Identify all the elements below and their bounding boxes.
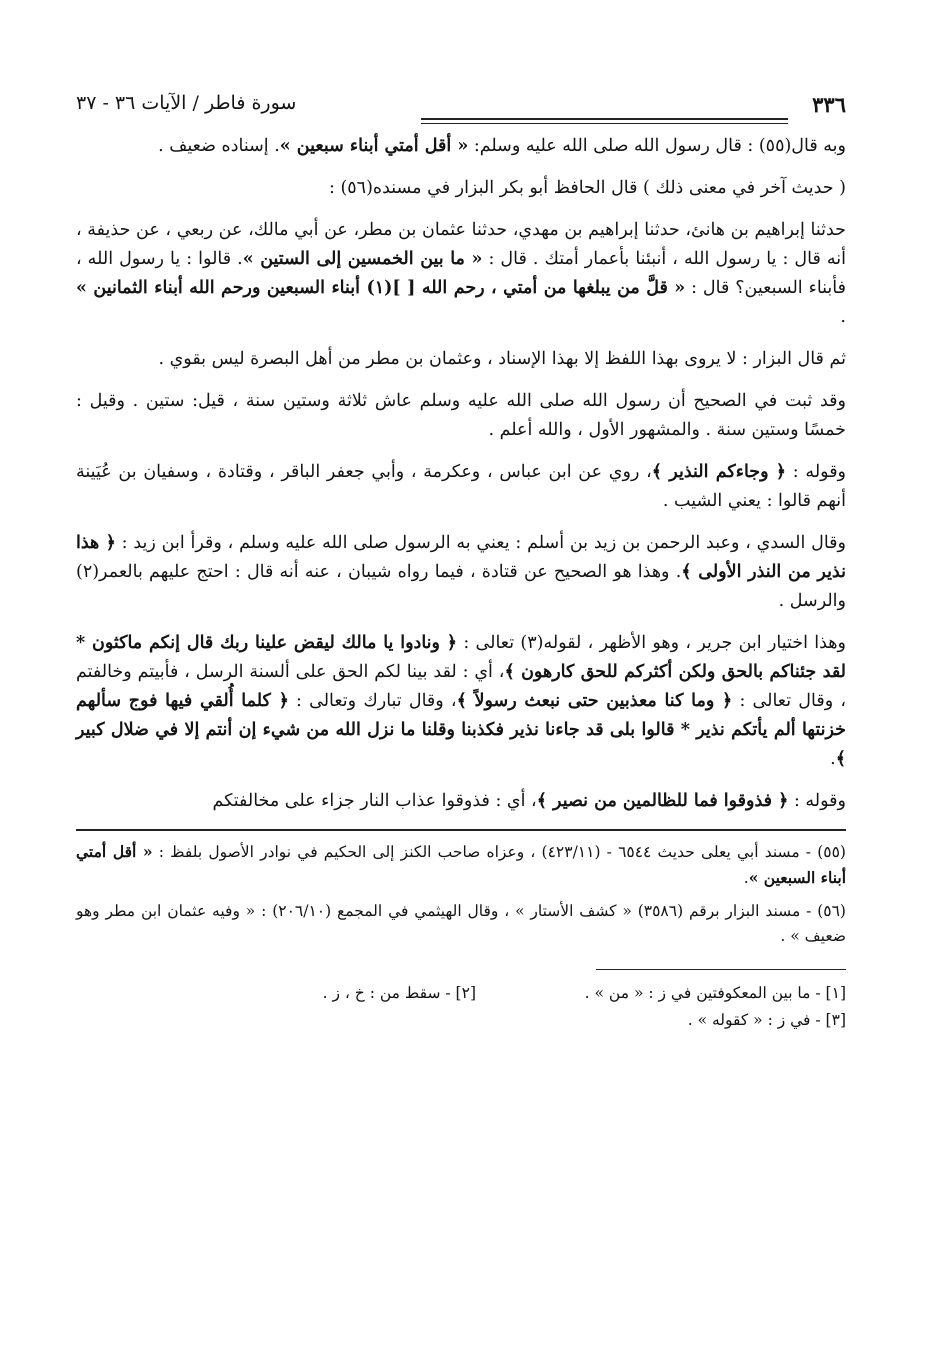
page-header [76, 92, 846, 132]
header-rule [421, 118, 788, 120]
editor-note-2: [٢] - سقط من : خ ، ز . [322, 984, 476, 1002]
editor-note-3: [٣] - في ز : « كقوله » . [687, 1011, 846, 1029]
book-page [76, 92, 846, 1034]
text-run: ( حديث آخر في معنى ذلك ) قال الحافظ أبو بكر البزار في مسنده(٥٦) : [328, 178, 846, 198]
text-run: وهذا اختيار ابن جرير ، وهو الأظهر ، لقوله(٣) تعالى : [457, 633, 846, 653]
page-number: ٣٣٦ [812, 92, 846, 117]
footnote [76, 839, 846, 891]
editor-notes-separator [596, 969, 846, 970]
paragraph [76, 458, 846, 516]
editor-notes [76, 980, 846, 1034]
bold-quote: « أقل أمتي أبناء سبعين » [279, 136, 469, 156]
bold-quote: ﴿ فذوقوا فما للظالمين من نصير ﴾ [536, 791, 789, 811]
sura-title: سورة فاطر / الآيات ٣٦ - ٣٧ [76, 92, 297, 114]
text-run: وقد ثبت في الصحيح أن رسول الله صلى الله عليه وسلم عاش ثلاثة وستين سنة ، قيل: ستين . وقيل : خمسًا وستين سنة . والمشهور الأول ، والله أعلم . [76, 391, 846, 440]
text-run: ، أي : فذوقوا عذاب النار جزاء على مخالفتكم [212, 791, 537, 811]
text-run: ثم قال البزار : لا يروى بهذا اللفظ إلا بهذا الإسناد ، وعثمان بن مطر من أهل البصرة ليس بقوي . [158, 349, 846, 369]
footnote-separator [76, 829, 846, 831]
bold-quote: ﴿ كلما أُلقي فيها فوج سألهم خزنتها ألم يأتكم نذير * قالوا بلى قد جاءنا نذير فكذبنا وقلنا ما نزل الله من شيء إن أنتم إلا في ضلال كبير ﴾ [76, 691, 846, 769]
footnotes [76, 839, 846, 949]
text-run: حدثنا إبراهيم بن هانئ، حدثنا إبراهيم بن مهدي، حدثنا عثمان بن مطر، عن أبي مالك، عن ربعي ، عن حذيفة ، أنه قال : يا رسول الله ، أنبئنا بأعمار أمتك . قال : [76, 220, 846, 269]
text-run: . إسناده ضعيف . [158, 136, 280, 156]
bold-quote: ﴿ ونادوا يا مالك ليقض علينا ربك قال إنكم ماكثون * لقد جئناكم بالحق ولكن أكثركم للحق كارهون ﴾ [76, 633, 847, 682]
paragraph [76, 787, 846, 816]
text-run: وبه قال(٥٥) : قال رسول الله صلى الله عليه وسلم: [468, 136, 846, 156]
paragraph [76, 529, 846, 616]
editor-note-1: [١] - ما بين المعكوفتين في ز : « من » . [584, 984, 846, 1002]
bold-quote: « قلَّ من يبلغها من أمتي ، رحم الله [ ](١) أبناء السبعين ورحم الله أبناء الثمانين » [76, 278, 686, 298]
text-run: . قالوا : يا رسول الله ، فأبناء السبعين؟ قال : [76, 249, 846, 298]
text-run: ، أي : لقد بينا لكم الحق على ألسنة الرسل ، فأبيتم وخالفتم ، وقال تعالى : [76, 662, 846, 711]
footnote [76, 899, 846, 949]
paragraph [76, 629, 846, 774]
paragraph [76, 387, 846, 445]
text-run: (٥٦) - مسند البزار برقم (٣٥٨٦) « كشف الأستار » ، وقال الهيثمي في المجمع (٢٠٦/١٠) : « وفيه عثمان ابن مطر وهو ضعيف » . [76, 902, 846, 945]
text-run: . [743, 869, 749, 887]
main-text [76, 132, 846, 816]
paragraph [76, 216, 846, 332]
text-run: (٥٥) - مسند أبي يعلى حديث ٦٥٤٤ - (٤٢٣/١١) ، وعزاه صاحب الكنز إلى الحكيم في نوادر الأصول بلفظ : [152, 843, 846, 861]
header-rule-thin [421, 123, 788, 124]
paragraph [76, 132, 846, 161]
bold-quote: « ما بين الخمسين إلى الستين » [242, 249, 483, 269]
text-run: وقوله : [786, 462, 847, 482]
bold-quote: ﴿ وجاءكم النذير ﴾ [651, 462, 787, 482]
paragraph [76, 174, 846, 203]
text-run: ، روي عن ابن عباس ، وعكرمة ، وأبي جعفر الباقر ، وقتادة ، وسفيان بن عُيَينة أنهم قالوا : يعني الشيب . [76, 462, 846, 511]
paragraph [76, 345, 846, 374]
text-run: ، وقال تبارك وتعالى : [288, 691, 457, 711]
text-run: وقوله : [788, 791, 846, 811]
bold-quote: « أقل أمتي أبناء السبعين » [76, 842, 846, 887]
text-run: وقال السدي ، وعبد الرحمن بن زيد بن أسلم : يعني به الرسول صلى الله عليه وسلم ، وقرأ ابن زيد : [115, 533, 846, 553]
text-run: . وهذا هو الصحيح عن قتادة ، فيما رواه شيبان ، عنه أنه قال : احتج عليهم بالعمر(٢) والرسل . [76, 562, 846, 611]
bold-quote: ﴿ وما كنا معذبين حتى نبعث رسولاً ﴾ [456, 691, 733, 711]
text-run: . [830, 749, 836, 769]
bold-quote: ﴿ هذا نذير من النذر الأولى ﴾ [76, 533, 846, 582]
text-run: . [840, 307, 846, 327]
